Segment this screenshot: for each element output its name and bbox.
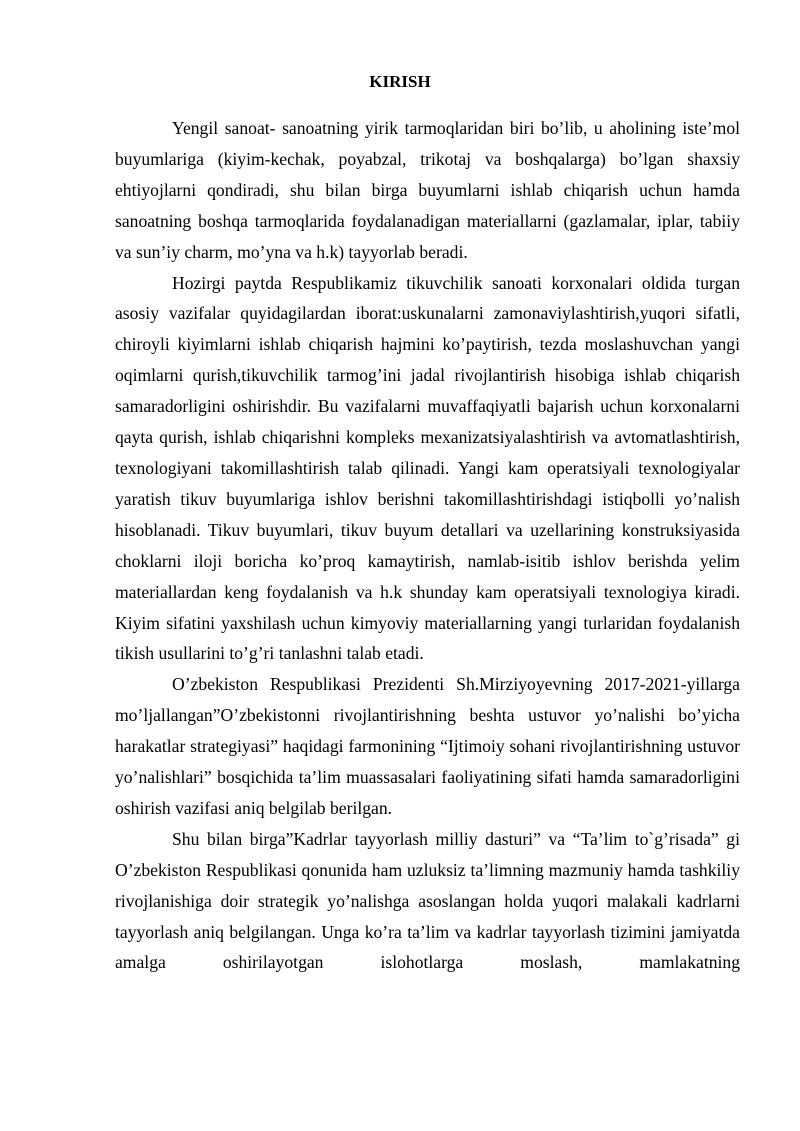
page-title: KIRISH [369, 72, 431, 91]
paragraph-1: Yengil sanoat- sanoatning yirik tarmoqlaridan biri bo’lib, u aholining iste’mol buyumlariga (kiyim-kechak, poyabzal, trikotaj va boshqalarga) bo’lgan shaxsiy ehtiyojlarni qondiradi, shu bilan birga buyumlarni ishlab chiqarish uchun hamda sanoatning boshqa tarmoqlarida foydalanadigan materiallarni (gazlamalar, iplar, tabiiy va sun’iy charm, mo’yna va h.k) tayyorlab beradi. [115, 118, 740, 262]
document-body [115, 113, 740, 978]
paragraph-3: O’zbekiston Respublikasi Prezidenti Sh.Mirziyoyevning 2017-2021-yillarga mo’ljallangan”O’zbekistonni rivojlantirishning beshta ustuvor yo’nalishi bo’yicha harakatlar strategiyasi” haqidagi farmonining “Ijtimoiy sohani rivojlantirishning ustuvor yo’nalishlari” bosqichida ta’lim muassasalari faoliyatining sifati hamda samaradorligini oshirish vazifasi aniq belgilab berilgan. [115, 674, 740, 818]
paragraph-2: Hozirgi paytda Respublikamiz tikuvchilik sanoati korxonalari oldida turgan asosiy vazifalar quyidagilardan iborat:uskunalarni zamonaviylashtirish,yuqori sifatli, chiroyli kiyimlarni ishlab chiqarish hajmini ko’paytirish, tezda moslashuvchan yangi oqimlarni qurish,tikuvchilik tarmog’ini jadal rivojlantirish hisobiga ishlab chiqarish samaradorligini oshirishdir. Bu vazifalarni muvaffaqiyatli bajarish uchun korxonalarni qayta qurish, ishlab chiqarishni kompleks mexanizatsiyalashtirish va avtomatlashtirish, texnologiyani takomillashtirish talab qilinadi. Yangi kam operatsiyali texnologiyalar yaratish tikuv buyumlariga ishlov berishni takomillashtirishdagi istiqbolli yo’nalish hisoblanadi. Tikuv buyumlari, tikuv buyum detallari va uzellarining konstruksiyasida choklarni iloji boricha ko’proq kamaytirish, namlab-isitib ishlov berishda yelim materiallardan keng foydalanish va h.k shunday kam operatsiyali texnologiya kiradi. Kiyim sifatini yaxshilash uchun kimyoviy materiallarning yangi turlaridan foydalanish tikish usullarini to’g’ri tanlashni talab etadi. [115, 272, 740, 664]
paragraph-4: Shu bilan birga”Kadrlar tayyorlash milliy dasturi” va “Ta’lim to`g’risada” gi O’zbekiston Respublikasi qonunida ham uzluksiz ta’limning mazmuniy hamda tashkiliy rivojlanishiga doir strategik yo’nalishga asoslangan holda yuqori malakali kadrlarni tayyorlash aniq belgilangan. Unga ko’ra ta’lim va kadrlar tayyorlash tizimini jamiyatda amalga oshirilayotgan islohotlarga moslash, mamlakatning [115, 828, 740, 973]
